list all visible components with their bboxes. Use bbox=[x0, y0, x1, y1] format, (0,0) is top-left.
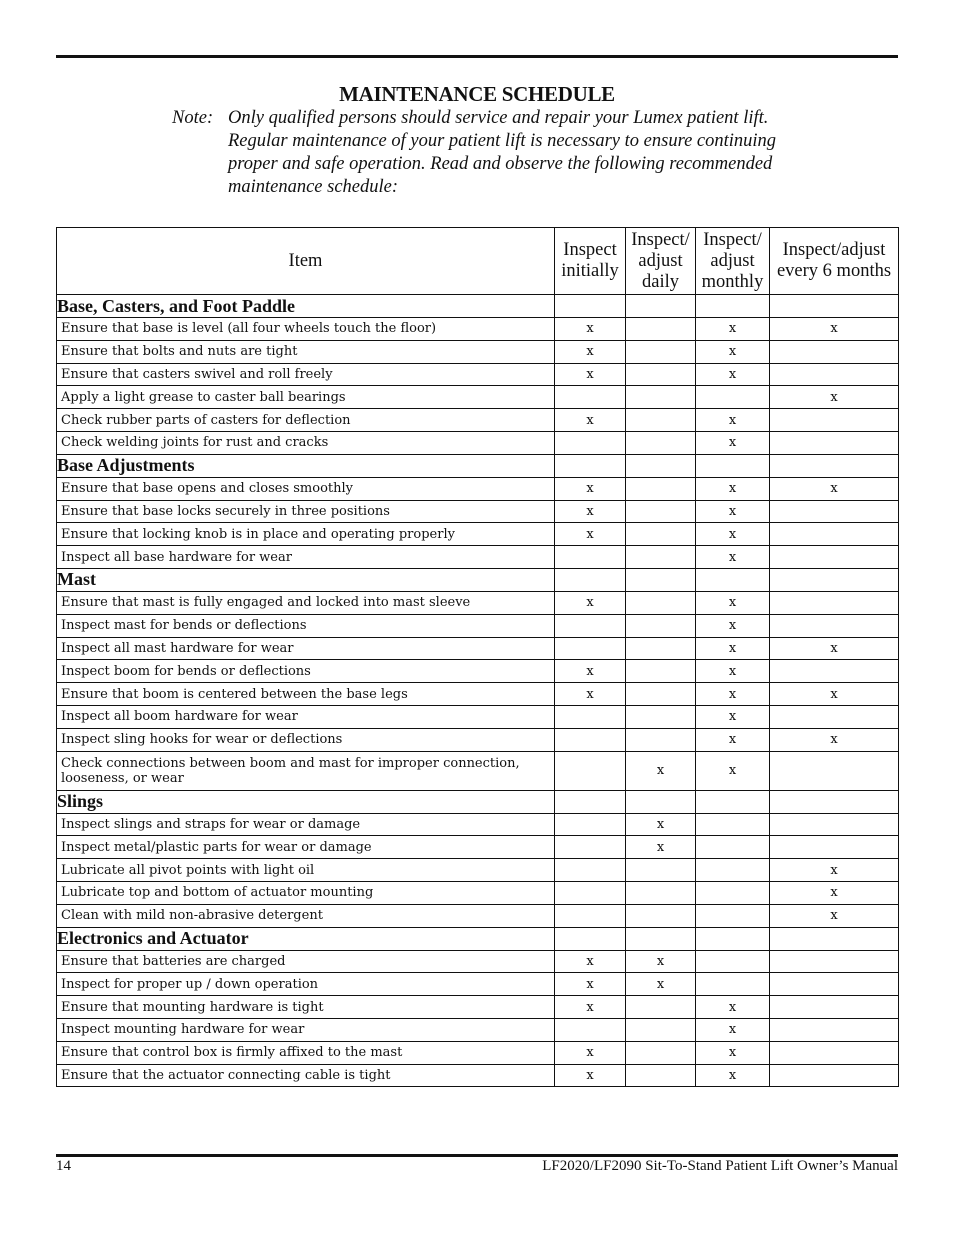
mark-cell-daily bbox=[626, 409, 696, 432]
mark-cell-monthly bbox=[696, 904, 770, 927]
mark-cell-monthly: x bbox=[696, 318, 770, 341]
mark-cell-monthly: x bbox=[696, 340, 770, 363]
mark-cell-six bbox=[770, 363, 899, 386]
section-header-row bbox=[57, 295, 899, 318]
mark-cell-daily: x bbox=[626, 836, 696, 859]
item-cell: Ensure that control box is firmly affixed to the mast bbox=[57, 1041, 555, 1064]
section-header-row bbox=[57, 568, 899, 591]
item-cell: Lubricate all pivot points with light oil bbox=[57, 859, 555, 882]
maintenance-table bbox=[56, 227, 899, 1087]
mark-cell-six: x bbox=[770, 881, 899, 904]
item-cell: Check welding joints for rust and cracks bbox=[57, 431, 555, 454]
empty-cell bbox=[555, 927, 626, 950]
mark-cell-six bbox=[770, 523, 899, 546]
mark-cell-initial: x bbox=[555, 683, 626, 706]
empty-cell bbox=[770, 295, 899, 318]
mark-cell-initial: x bbox=[555, 318, 626, 341]
header-inspect-adjust-6-months: Inspect/adjust every 6 months bbox=[770, 228, 899, 295]
empty-cell bbox=[626, 927, 696, 950]
mark-cell-initial bbox=[555, 881, 626, 904]
mark-cell-initial: x bbox=[555, 1064, 626, 1087]
mark-cell-initial bbox=[555, 859, 626, 882]
item-cell: Ensure that mast is fully engaged and locked into mast sleeve bbox=[57, 591, 555, 614]
mark-cell-six bbox=[770, 546, 899, 569]
mark-cell-six bbox=[770, 660, 899, 683]
mark-cell-six: x bbox=[770, 859, 899, 882]
mark-cell-monthly: x bbox=[696, 683, 770, 706]
mark-cell-initial: x bbox=[555, 340, 626, 363]
mark-cell-daily bbox=[626, 363, 696, 386]
mark-cell-six: x bbox=[770, 386, 899, 409]
mark-cell-daily bbox=[626, 523, 696, 546]
mark-cell-six: x bbox=[770, 318, 899, 341]
table-row bbox=[57, 318, 899, 341]
empty-cell bbox=[770, 927, 899, 950]
mark-cell-monthly: x bbox=[696, 523, 770, 546]
table-row bbox=[57, 904, 899, 927]
item-cell: Inspect slings and straps for wear or damage bbox=[57, 813, 555, 836]
mark-cell-six bbox=[770, 950, 899, 973]
mark-cell-six: x bbox=[770, 637, 899, 660]
table-row bbox=[57, 836, 899, 859]
mark-cell-initial bbox=[555, 705, 626, 728]
table-row bbox=[57, 950, 899, 973]
mark-cell-daily bbox=[626, 1041, 696, 1064]
item-cell: Inspect all base hardware for wear bbox=[57, 546, 555, 569]
section-header-row bbox=[57, 454, 899, 477]
header-item: Item bbox=[57, 228, 555, 295]
table-row bbox=[57, 1064, 899, 1087]
table-row bbox=[57, 591, 899, 614]
empty-cell bbox=[626, 790, 696, 813]
header-inspect-adjust-monthly: Inspect/ adjust monthly bbox=[696, 228, 770, 295]
mark-cell-initial bbox=[555, 813, 626, 836]
mark-cell-daily bbox=[626, 318, 696, 341]
mark-cell-daily bbox=[626, 637, 696, 660]
mark-cell-daily: x bbox=[626, 973, 696, 996]
mark-cell-six bbox=[770, 973, 899, 996]
item-cell: Ensure that base opens and closes smoothly bbox=[57, 477, 555, 500]
mark-cell-initial bbox=[555, 614, 626, 637]
table-row bbox=[57, 705, 899, 728]
mark-cell-daily bbox=[626, 1018, 696, 1041]
table-row bbox=[57, 751, 899, 790]
page-title: MAINTENANCE SCHEDULE bbox=[339, 82, 615, 106]
table-row bbox=[57, 477, 899, 500]
item-cell: Ensure that base locks securely in three positions bbox=[57, 500, 555, 523]
empty-cell bbox=[555, 568, 626, 591]
mark-cell-monthly: x bbox=[696, 637, 770, 660]
mark-cell-six bbox=[770, 614, 899, 637]
mark-cell-initial: x bbox=[555, 477, 626, 500]
mark-cell-daily bbox=[626, 1064, 696, 1087]
mark-cell-monthly: x bbox=[696, 1041, 770, 1064]
mark-cell-six bbox=[770, 431, 899, 454]
empty-cell bbox=[555, 790, 626, 813]
mark-cell-six bbox=[770, 751, 899, 790]
mark-cell-monthly: x bbox=[696, 660, 770, 683]
section-title: Base Adjustments bbox=[57, 454, 555, 477]
table-row bbox=[57, 409, 899, 432]
mark-cell-initial: x bbox=[555, 363, 626, 386]
table-row bbox=[57, 523, 899, 546]
item-cell: Ensure that the actuator connecting cable is tight bbox=[57, 1064, 555, 1087]
mark-cell-initial: x bbox=[555, 409, 626, 432]
mark-cell-six bbox=[770, 340, 899, 363]
mark-cell-daily bbox=[626, 340, 696, 363]
item-cell: Inspect boom for bends or deflections bbox=[57, 660, 555, 683]
mark-cell-initial bbox=[555, 904, 626, 927]
mark-cell-initial bbox=[555, 836, 626, 859]
item-cell: Ensure that boom is centered between the base legs bbox=[57, 683, 555, 706]
mark-cell-monthly: x bbox=[696, 996, 770, 1019]
table-row bbox=[57, 973, 899, 996]
mark-cell-daily bbox=[626, 705, 696, 728]
mark-cell-initial: x bbox=[555, 523, 626, 546]
item-cell: Ensure that locking knob is in place and operating properly bbox=[57, 523, 555, 546]
mark-cell-monthly: x bbox=[696, 1018, 770, 1041]
table-row bbox=[57, 637, 899, 660]
mark-cell-six bbox=[770, 813, 899, 836]
mark-cell-monthly: x bbox=[696, 409, 770, 432]
table-row bbox=[57, 431, 899, 454]
mark-cell-initial: x bbox=[555, 1041, 626, 1064]
mark-cell-six: x bbox=[770, 904, 899, 927]
mark-cell-initial: x bbox=[555, 591, 626, 614]
item-cell: Ensure that base is level (all four wheels touch the floor) bbox=[57, 318, 555, 341]
mark-cell-monthly bbox=[696, 950, 770, 973]
section-header-row bbox=[57, 790, 899, 813]
mark-cell-six bbox=[770, 1018, 899, 1041]
empty-cell bbox=[626, 454, 696, 477]
mark-cell-monthly: x bbox=[696, 705, 770, 728]
note-label: Note: bbox=[172, 108, 214, 128]
mark-cell-daily bbox=[626, 859, 696, 882]
mark-cell-daily bbox=[626, 660, 696, 683]
mark-cell-monthly bbox=[696, 836, 770, 859]
mark-cell-six bbox=[770, 409, 899, 432]
table-row bbox=[57, 728, 899, 751]
item-cell: Inspect sling hooks for wear or deflections bbox=[57, 728, 555, 751]
mark-cell-six bbox=[770, 500, 899, 523]
mark-cell-daily bbox=[626, 728, 696, 751]
table-row bbox=[57, 813, 899, 836]
item-cell: Check connections between boom and mast for improper connection, looseness, or wear bbox=[57, 751, 555, 790]
item-cell: Inspect metal/plastic parts for wear or damage bbox=[57, 836, 555, 859]
item-cell: Ensure that batteries are charged bbox=[57, 950, 555, 973]
header-inspect-adjust-daily: Inspect/ adjust daily bbox=[626, 228, 696, 295]
mark-cell-daily bbox=[626, 546, 696, 569]
empty-cell bbox=[626, 568, 696, 591]
table-row bbox=[57, 1041, 899, 1064]
mark-cell-initial bbox=[555, 728, 626, 751]
mark-cell-daily bbox=[626, 500, 696, 523]
table-row bbox=[57, 859, 899, 882]
item-cell: Ensure that bolts and nuts are tight bbox=[57, 340, 555, 363]
item-cell: Ensure that casters swivel and roll freely bbox=[57, 363, 555, 386]
mark-cell-initial bbox=[555, 751, 626, 790]
item-cell: Inspect mast for bends or deflections bbox=[57, 614, 555, 637]
page-number: 14 bbox=[56, 1158, 71, 1174]
note-text: Only qualified persons should service and repair your Lumex patient lift. Regular maintenance of your patient lift is necessary to ensure continuing proper and safe operation. Read and observe the following recommended maintenance schedule: bbox=[228, 108, 777, 197]
mark-cell-initial: x bbox=[555, 973, 626, 996]
section-title: Electronics and Actuator bbox=[57, 927, 555, 950]
mark-cell-monthly: x bbox=[696, 363, 770, 386]
mark-cell-initial bbox=[555, 431, 626, 454]
mark-cell-monthly bbox=[696, 859, 770, 882]
empty-cell bbox=[696, 295, 770, 318]
mark-cell-daily bbox=[626, 386, 696, 409]
table-row bbox=[57, 340, 899, 363]
table-row bbox=[57, 881, 899, 904]
item-cell: Check rubber parts of casters for deflection bbox=[57, 409, 555, 432]
mark-cell-six: x bbox=[770, 683, 899, 706]
mark-cell-initial: x bbox=[555, 950, 626, 973]
mark-cell-six bbox=[770, 591, 899, 614]
mark-cell-six bbox=[770, 836, 899, 859]
mark-cell-six: x bbox=[770, 728, 899, 751]
manual-title: LF2020/LF2090 Sit-To-Stand Patient Lift Owner’s Manual bbox=[542, 1158, 898, 1174]
mark-cell-initial bbox=[555, 546, 626, 569]
table-row bbox=[57, 614, 899, 637]
section-title: Mast bbox=[57, 568, 555, 591]
mark-cell-monthly bbox=[696, 813, 770, 836]
mark-cell-monthly bbox=[696, 881, 770, 904]
table-row bbox=[57, 996, 899, 1019]
mark-cell-monthly: x bbox=[696, 546, 770, 569]
mark-cell-initial bbox=[555, 637, 626, 660]
header-row bbox=[57, 228, 899, 295]
mark-cell-initial: x bbox=[555, 996, 626, 1019]
empty-cell bbox=[555, 454, 626, 477]
mark-cell-monthly: x bbox=[696, 591, 770, 614]
section-title: Slings bbox=[57, 790, 555, 813]
mark-cell-monthly: x bbox=[696, 614, 770, 637]
mark-cell-six bbox=[770, 996, 899, 1019]
item-cell: Inspect for proper up / down operation bbox=[57, 973, 555, 996]
item-cell: Clean with mild non-abrasive detergent bbox=[57, 904, 555, 927]
mark-cell-monthly: x bbox=[696, 751, 770, 790]
empty-cell bbox=[696, 927, 770, 950]
mark-cell-monthly: x bbox=[696, 477, 770, 500]
mark-cell-monthly: x bbox=[696, 500, 770, 523]
mark-cell-monthly bbox=[696, 973, 770, 996]
mark-cell-daily bbox=[626, 881, 696, 904]
mark-cell-monthly: x bbox=[696, 1064, 770, 1087]
item-cell: Ensure that mounting hardware is tight bbox=[57, 996, 555, 1019]
table-row bbox=[57, 546, 899, 569]
mark-cell-daily: x bbox=[626, 950, 696, 973]
mark-cell-daily bbox=[626, 683, 696, 706]
empty-cell bbox=[555, 295, 626, 318]
item-cell: Apply a light grease to caster ball bearings bbox=[57, 386, 555, 409]
mark-cell-initial: x bbox=[555, 500, 626, 523]
table-row bbox=[57, 1018, 899, 1041]
mark-cell-daily bbox=[626, 431, 696, 454]
bottom-rule bbox=[56, 1154, 898, 1157]
empty-cell bbox=[770, 568, 899, 591]
empty-cell bbox=[696, 790, 770, 813]
section-header-row bbox=[57, 927, 899, 950]
mark-cell-six bbox=[770, 1041, 899, 1064]
table-row bbox=[57, 660, 899, 683]
empty-cell bbox=[696, 454, 770, 477]
table-row bbox=[57, 683, 899, 706]
mark-cell-six bbox=[770, 1064, 899, 1087]
mark-cell-initial bbox=[555, 386, 626, 409]
item-cell: Inspect all boom hardware for wear bbox=[57, 705, 555, 728]
mark-cell-daily: x bbox=[626, 751, 696, 790]
mark-cell-initial: x bbox=[555, 660, 626, 683]
empty-cell bbox=[770, 790, 899, 813]
mark-cell-monthly: x bbox=[696, 431, 770, 454]
section-title: Base, Casters, and Foot Paddle bbox=[57, 295, 555, 318]
mark-cell-daily bbox=[626, 614, 696, 637]
mark-cell-six bbox=[770, 705, 899, 728]
header-inspect-initially: Inspect initially bbox=[555, 228, 626, 295]
top-rule bbox=[56, 55, 898, 58]
empty-cell bbox=[770, 454, 899, 477]
mark-cell-six: x bbox=[770, 477, 899, 500]
item-cell: Lubricate top and bottom of actuator mounting bbox=[57, 881, 555, 904]
mark-cell-daily: x bbox=[626, 813, 696, 836]
mark-cell-daily bbox=[626, 996, 696, 1019]
empty-cell bbox=[696, 568, 770, 591]
mark-cell-monthly: x bbox=[696, 728, 770, 751]
mark-cell-daily bbox=[626, 591, 696, 614]
table-row bbox=[57, 363, 899, 386]
empty-cell bbox=[626, 295, 696, 318]
mark-cell-monthly bbox=[696, 386, 770, 409]
table-row bbox=[57, 500, 899, 523]
table-row bbox=[57, 386, 899, 409]
item-cell: Inspect mounting hardware for wear bbox=[57, 1018, 555, 1041]
mark-cell-daily bbox=[626, 904, 696, 927]
item-cell: Inspect all mast hardware for wear bbox=[57, 637, 555, 660]
mark-cell-daily bbox=[626, 477, 696, 500]
mark-cell-initial bbox=[555, 1018, 626, 1041]
table-body bbox=[57, 295, 899, 1087]
